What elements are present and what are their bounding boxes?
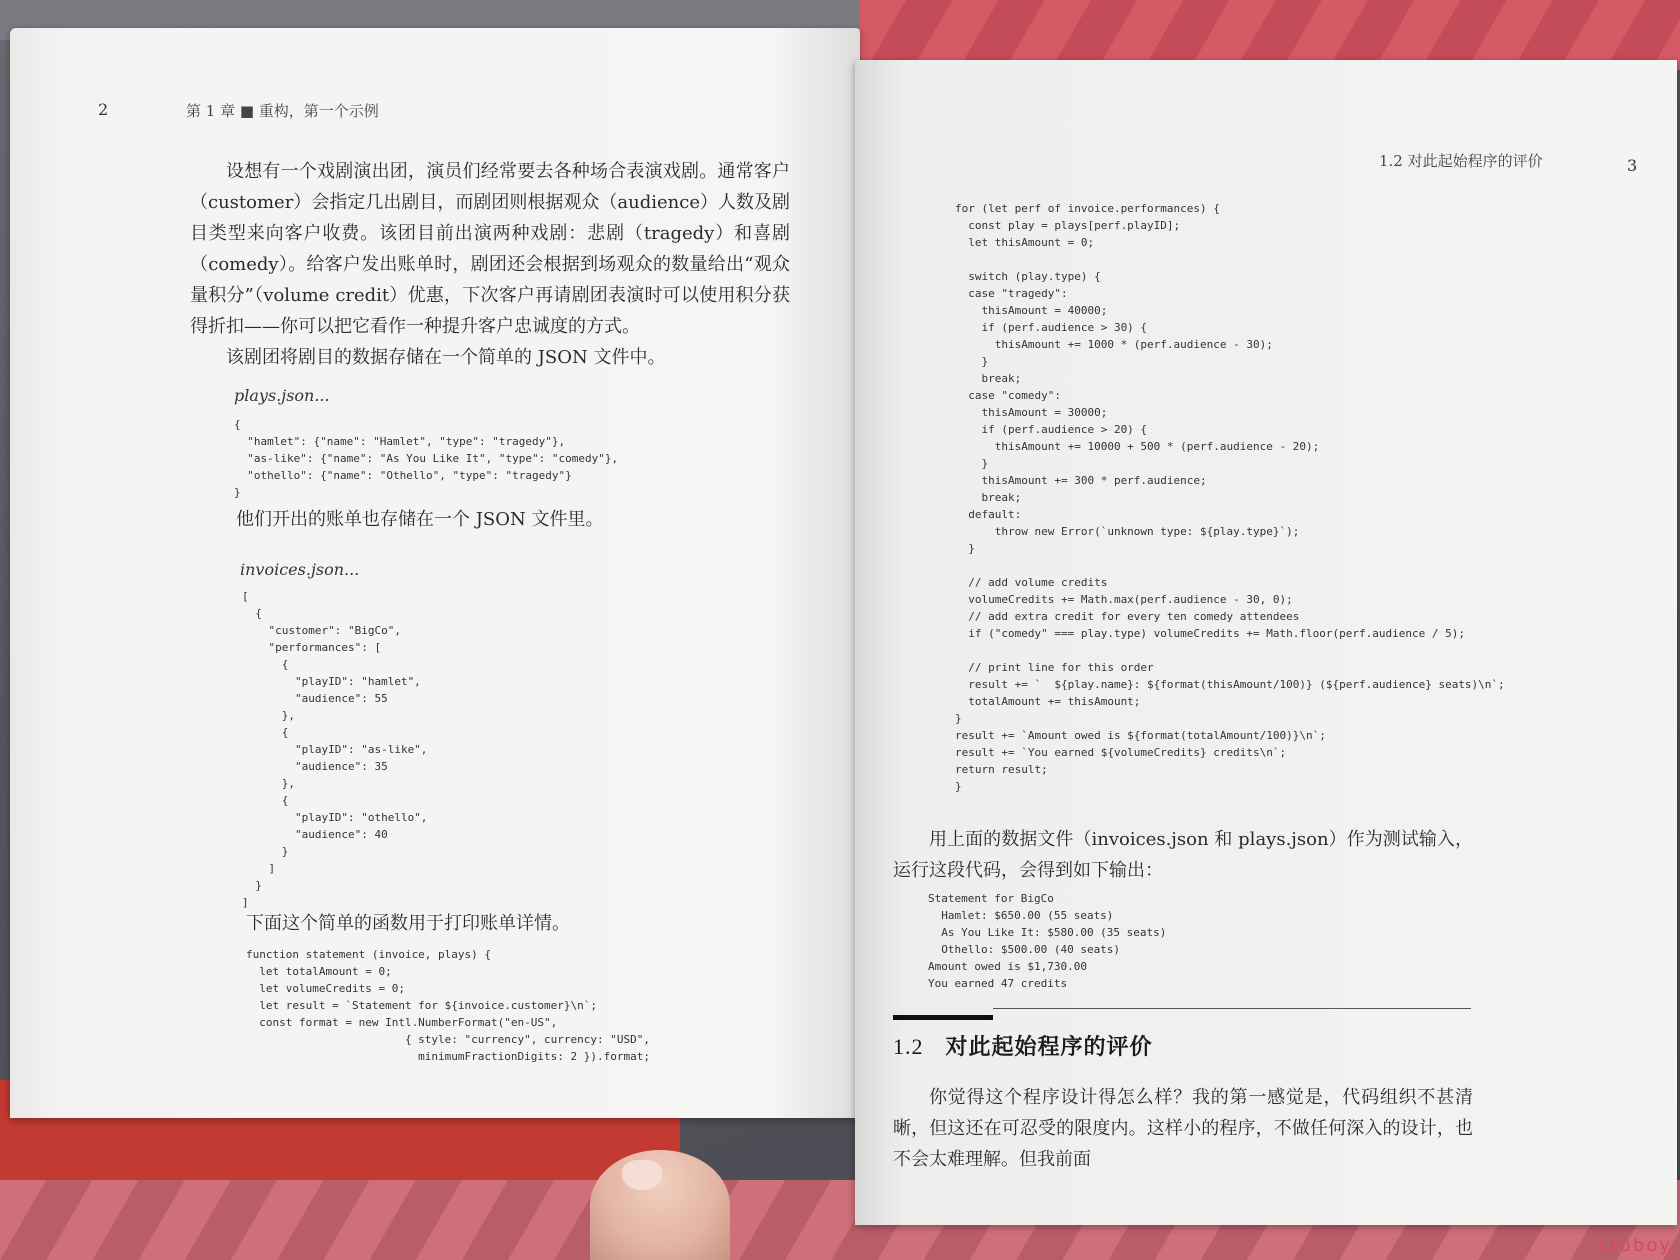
intro-paragraph: 设想有一个戏剧演出团，演员们经常要去各种场合表演戏剧。通常客户（customer）会指定几出剧目，而剧团则根据观众（audience）人数及剧目类型来向客户收费。该团目前出演两种戏剧：悲剧（tragedy）和喜剧（comedy）。给客户发出账单时，剧团还会根据到场观众的数量给出“观众量积分”（volume credit）优惠，下次客户再请剧团表演时可以使用积分获得折扣——你可以把它看作一种提升客户忠诚度的方式。 <box>190 161 790 337</box>
thumbnail <box>622 1160 662 1190</box>
evaluation-paragraph: 你觉得这个程序设计得怎么样？我的第一感觉是，代码组织不甚清晰，但这还在可忍受的限度内。这样小的程序，不做任何深入的设计，也不会太难理解。但我前面 <box>893 1087 1473 1170</box>
invoices-json-label: invoices.json... <box>240 560 360 579</box>
right-page <box>855 60 1677 1225</box>
section-heading <box>893 1030 1153 1061</box>
invoices-json-code: [ { "customer": "BigCo", "performances": [ { "playID": "hamlet", "audience": 55 }, { "playID": "as-like", "audience": 35 }, { "playID": "othello", "audience": 40 } ] } ] <box>242 590 428 909</box>
section-rule-thin <box>993 1008 1471 1009</box>
output-intro-paragraph: 用上面的数据文件（invoices.json 和 plays.json）作为测试输入，运行这段代码，会得到如下输出： <box>893 829 1473 881</box>
statement-loop-code: for (let perf of invoice.performances) { const play = plays[perf.playID]; let thisAmount = 0; switch (play.type) { case "tragedy": thisAmount = 40000; if (perf.audience > 30) { thisAmount += 1000 * (perf.audience - 30); } break; case "comedy": thisAmount = 30000; if (perf.audience > 20) { thisAmount += 10000 + 500 * (perf.audience - 20); } thisAmount += 300 * perf.audience; break; default: throw new Error(`unknown type: ${play.type}`); } // add volume credits volumeCredits += Math.max(perf.audience - 30, 0); // add extra credit for every ten comedy attendees if ("comedy" === play.type) volumeCredits += Math.floor(perf.audience / 5); // print line for this order result += ` ${play.name}: ${format(thisAmount/100)} (${perf.audience} seats)\n`; totalAmount += thisAmount; } result += `Amount owed is ${format(totalAmount/100)}\n`; result += `You earned ${volumeCredits} credits\n`; return result; } <box>955 202 1505 793</box>
left-page <box>10 28 860 1118</box>
section-rule-thick <box>893 1015 993 1020</box>
plays-json-code: { "hamlet": {"name": "Hamlet", "type": "tragedy"}, "as-like": {"name": "As You Like It", "type": "comedy"}, "othello": {"name": "Othello", "type": "tragedy"} } <box>234 418 619 499</box>
statement-function-code: function statement (invoice, plays) { let totalAmount = 0; let volumeCredits = 0; let result = `Statement for ${invoice.customer}\n`; const format = new Intl.NumberFormat("en-US", { style: "currency", currency: "USD", minimumFractionDigits: 2 }).format; <box>246 948 650 1063</box>
thumb <box>590 1150 730 1260</box>
function-intro-block <box>246 908 786 939</box>
function-intro-paragraph: 下面这个简单的函数用于打印账单详情。 <box>246 913 570 934</box>
evaluation-paragraph-block <box>893 1082 1473 1175</box>
output-intro-block <box>893 824 1473 886</box>
invoices-intro-block <box>236 504 796 535</box>
plays-intro-paragraph: 该剧团将剧目的数据存储在一个简单的 JSON 文件中。 <box>226 347 666 368</box>
running-header-left: 第 1 章 ■ 重构，第一个示例 <box>186 102 379 120</box>
section-number: 1.2 <box>893 1034 924 1059</box>
sample-output-code: Statement for BigCo Hamlet: $650.00 (55 seats) As You Like It: $580.00 (35 seats) Othello: $500.00 (40 seats) Amount owed is $1,730.00 You earned 47 credits <box>928 892 1167 990</box>
page-number-right: 3 <box>1627 156 1638 175</box>
intro-paragraph-block <box>190 156 790 373</box>
section-title: 对此起始程序的评价 <box>945 1034 1153 1060</box>
page-number-left: 2 <box>98 100 109 119</box>
watermark: cruboy <box>1598 1235 1672 1256</box>
running-header-right: 1.2 对此起始程序的评价 <box>1379 152 1543 170</box>
plays-json-label: plays.json... <box>234 386 330 405</box>
invoices-intro-paragraph: 他们开出的账单也存储在一个 JSON 文件里。 <box>236 509 604 530</box>
